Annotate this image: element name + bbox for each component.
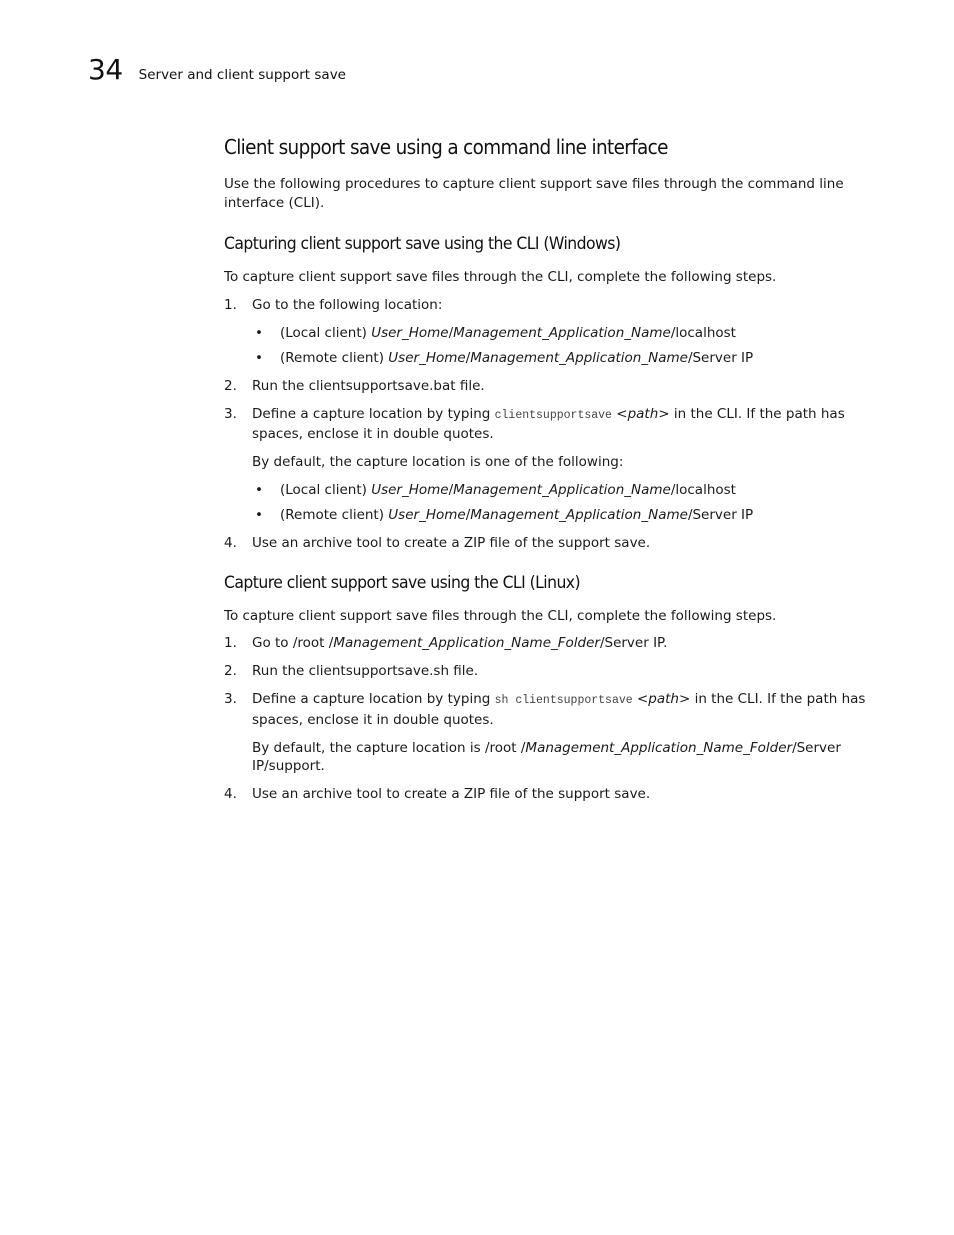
linux-step-4 (224, 785, 869, 804)
bullet-icon: • (255, 324, 263, 341)
step-number: 1. (224, 296, 237, 313)
running-header (88, 54, 346, 86)
step-number: 1. (224, 635, 237, 651)
page-title: Client support save using a command line interface (224, 135, 668, 159)
bullet-icon: • (255, 349, 263, 366)
windows-step-4 (224, 534, 869, 553)
windows-steps (224, 296, 869, 553)
bullet-icon: • (255, 482, 263, 498)
intro-paragraph: Use the following procedures to capture client support save files through the command line interface (CLI). (224, 176, 844, 211)
step-number: 4. (224, 535, 237, 551)
linux-intro: To capture client support save files through the CLI, complete the following steps. (224, 607, 777, 624)
chapter-number: 34 (88, 53, 123, 86)
linux-step-1 (224, 634, 869, 653)
command-code: sh clientsupportsave (494, 694, 633, 707)
windows-step-3-bullets (252, 481, 869, 525)
windows-step-2 (224, 377, 869, 396)
windows-step-1 (224, 296, 869, 368)
windows-section (224, 232, 869, 553)
step-number: 2. (224, 377, 237, 394)
step-number: 4. (224, 786, 237, 802)
step-number: 3. (224, 691, 237, 707)
step-text: Run the clientsupportsave.bat file. (252, 377, 485, 394)
step-note: By default, the capture location is /root /Management_Application_Name_Folder/Server IP/support. (252, 739, 841, 774)
step-text: Go to the following location: (252, 296, 443, 313)
linux-steps (224, 634, 869, 804)
step-text: Define a capture location by typing clientsupportsave <path> in the CLI. If the path has spaces, enclose it in double quotes. (252, 405, 845, 442)
step-text: Run the clientsupportsave.sh file. (252, 663, 479, 679)
step-text: Use an archive tool to create a ZIP file of the support save. (252, 786, 651, 802)
step-number: 2. (224, 663, 237, 679)
bullet-icon: • (255, 507, 263, 523)
linux-step-2 (224, 662, 869, 681)
step-text: Define a capture location by typing sh clientsupportsave <path> in the CLI. If the path has spaces, enclose it in double quotes. (252, 691, 866, 728)
list-item: • (Local client) User_Home/Management_Application_Name/localhost (255, 324, 736, 341)
linux-heading: Capture client support save using the CLI (Linux) (224, 572, 581, 593)
step-text: Go to /root /Management_Application_Name_Folder/Server IP. (252, 635, 668, 651)
list-item: • (Remote client) User_Home/Management_Application_Name/Server IP (255, 507, 754, 523)
step-text: Use an archive tool to create a ZIP file of the support save. (252, 535, 651, 551)
windows-step-1-bullets (252, 324, 869, 368)
windows-heading: Capturing client support save using the CLI (Windows) (224, 234, 621, 254)
chapter-title: Server and client support save (138, 67, 346, 83)
windows-intro: To capture client support save files through the CLI, complete the following steps. (224, 269, 777, 285)
page-content (224, 133, 869, 822)
linux-section (224, 571, 869, 804)
step-note: By default, the capture location is one of the following: (252, 454, 624, 470)
command-code: clientsupportsave (494, 408, 612, 422)
list-item: • (Remote client) User_Home/Management_Application_Name/Server IP (255, 349, 754, 366)
linux-step-3 (224, 690, 869, 776)
step-number: 3. (224, 405, 237, 422)
windows-step-3 (224, 405, 869, 525)
list-item: • (Local client) User_Home/Management_Application_Name/localhost (255, 482, 736, 498)
